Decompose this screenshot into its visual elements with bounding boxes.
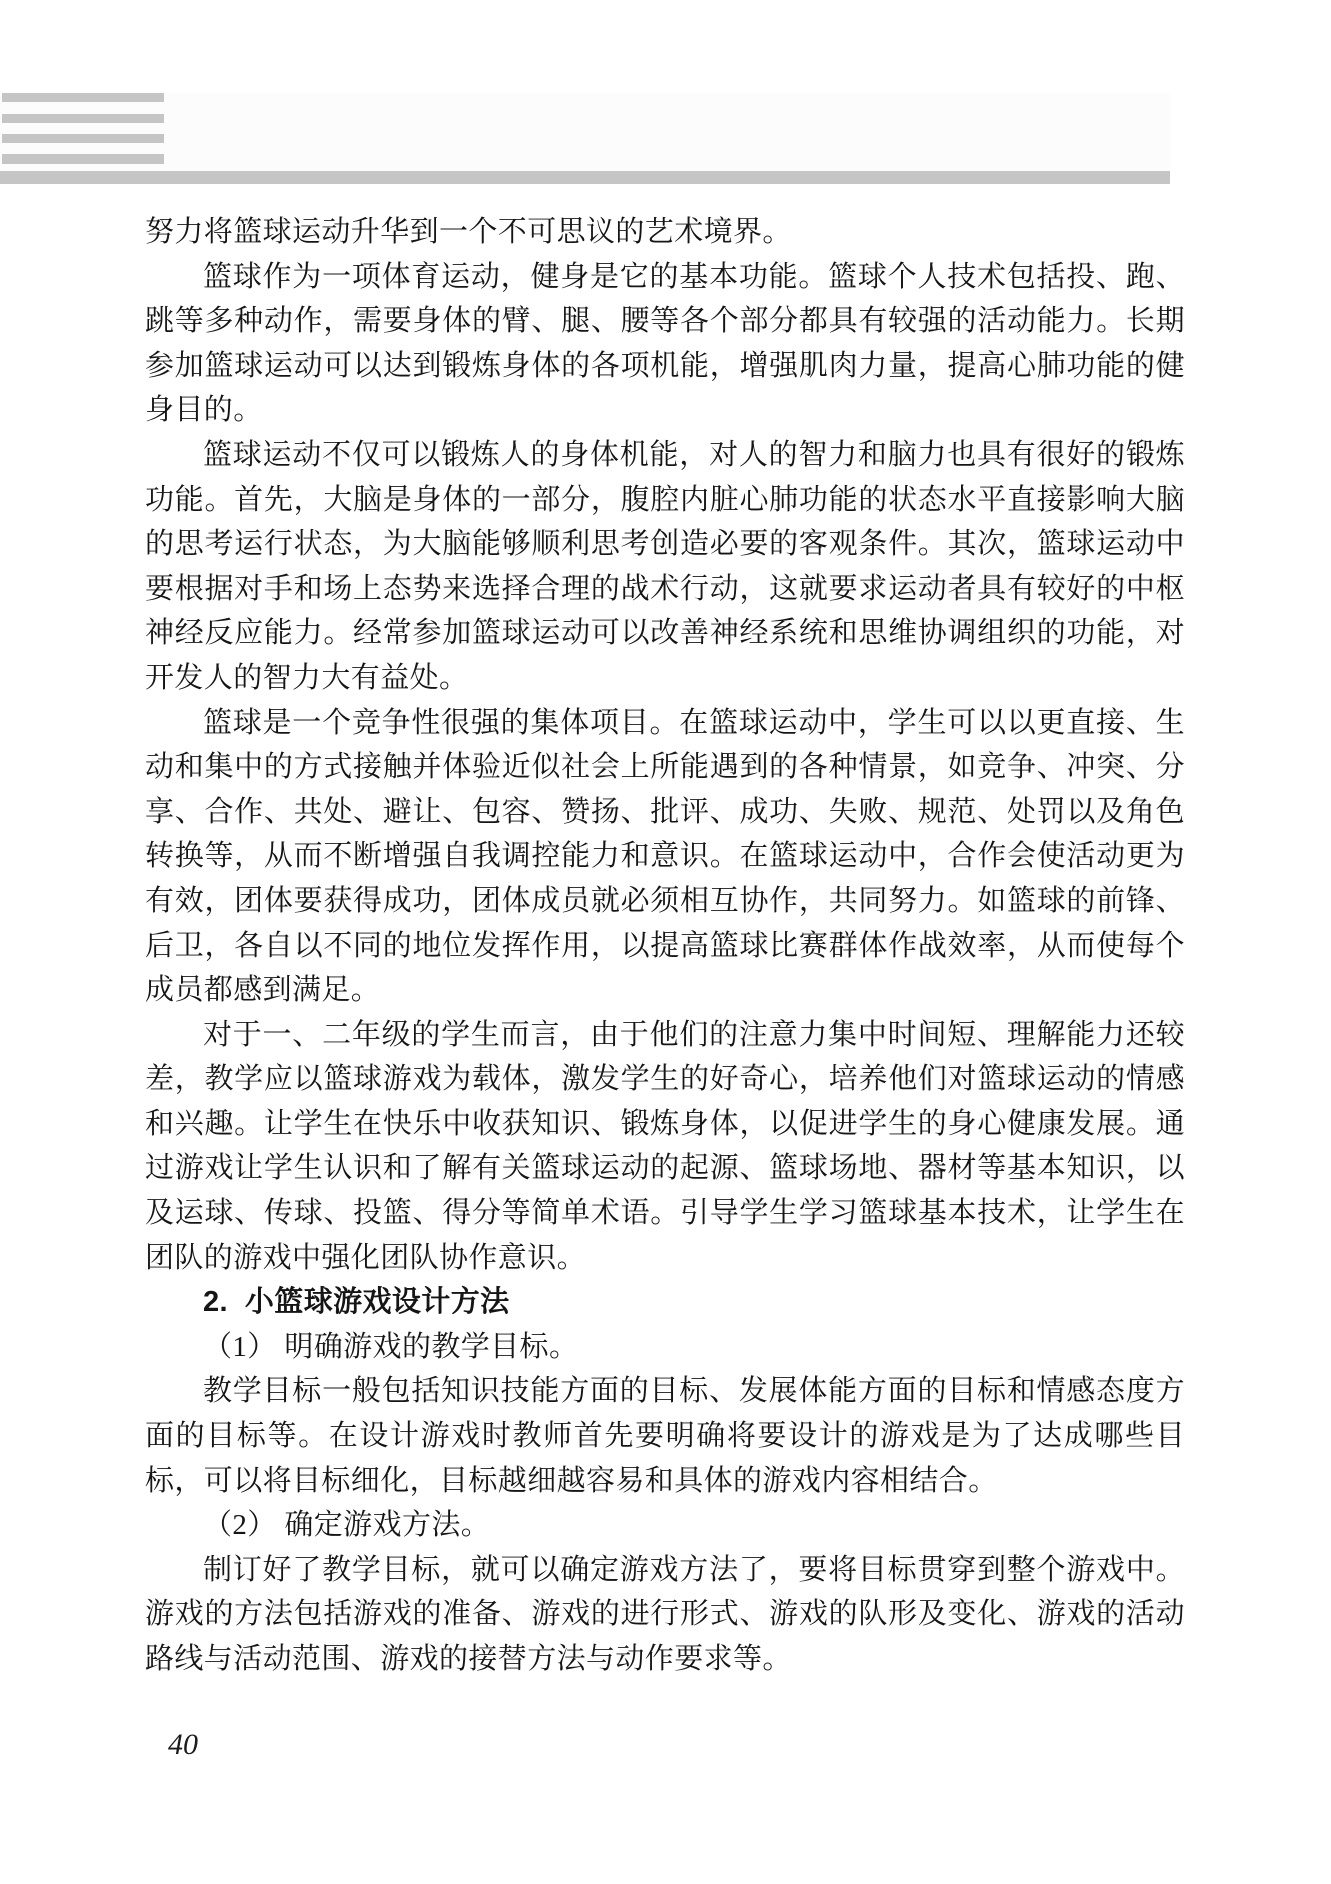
- text-line: 篮球作为一项体育运动，健身是它的基本功能。篮球个人技术包括投、跑、: [203, 260, 1185, 293]
- text-line: 要根据对手和场上态势来选择合理的战术行动，这就要求运动者具有较好的中枢: [145, 572, 1185, 605]
- text-line: 的思考运行状态，为大脑能够顺利思考创造必要的客观条件。其次，篮球运动中: [145, 528, 1185, 561]
- header-short-bar: [2, 154, 164, 164]
- text-line: 面的目标等。在设计游戏时教师首先要明确将要设计的游戏是为了达成哪些目: [145, 1420, 1185, 1453]
- header-rule-bar: [0, 171, 1170, 184]
- text-line: 参加篮球运动可以达到锻炼身体的各项机能，增强肌肉力量，提高心肺功能的健: [145, 349, 1185, 382]
- header-panel: [0, 94, 1170, 171]
- text-line: 过游戏让学生认识和了解有关篮球运动的起源、篮球场地、器材等基本知识，以: [145, 1152, 1185, 1185]
- body-text: [145, 210, 1185, 1682]
- text-line: 动和集中的方式接触并体验近似社会上所能遇到的各种情景，如竞争、冲突、分: [145, 751, 1185, 784]
- text-line: 游戏的方法包括游戏的准备、游戏的进行形式、游戏的队形及变化、游戏的活动: [145, 1598, 1185, 1631]
- text-line: 开发人的智力大有益处。: [145, 661, 469, 694]
- text-line: 制订好了教学目标，就可以确定游戏方法了，要将目标贯穿到整个游戏中。: [203, 1553, 1185, 1586]
- text-line: （2） 确定游戏方法。: [203, 1509, 491, 1542]
- text-line: 标，可以将目标细化，目标越细越容易和具体的游戏内容相结合。: [145, 1464, 998, 1497]
- text-line: 及运球、传球、投篮、得分等简单术语。引导学生学习篮球基本技术，让学生在: [145, 1197, 1185, 1230]
- text-line: 对于一、二年级的学生而言，由于他们的注意力集中时间短、理解能力还较: [203, 1018, 1185, 1051]
- header-short-bar: [2, 134, 164, 143]
- text-line: 努力将篮球运动升华到一个不可思议的艺术境界。: [145, 216, 792, 248]
- text-line: 转换等，从而不断增强自我调控能力和意识。在篮球运动中，合作会使活动更为: [145, 840, 1185, 873]
- text-line: 功能。首先，大脑是身体的一部分，腹腔内脏心肺功能的状态水平直接影响大脑: [145, 483, 1185, 516]
- text-line: 有效，团体要获得成功，团体成员就必须相互协作，共同努力。如篮球的前锋、: [145, 884, 1185, 917]
- text-line: 团队的游戏中强化团队协作意识。: [145, 1241, 587, 1274]
- text-line: 篮球是一个竞争性很强的集体项目。在篮球运动中，学生可以以更直接、生: [203, 706, 1185, 739]
- text-line: 路线与活动范围、游戏的接替方法与动作要求等。: [145, 1643, 792, 1675]
- header-short-bar: [2, 93, 164, 102]
- section-heading: 2. 小篮球游戏设计方法: [203, 1286, 510, 1319]
- text-line: 享、合作、共处、避让、包容、赞扬、批评、成功、失败、规范、处罚以及角色: [145, 795, 1185, 828]
- page-number: 40: [168, 1728, 198, 1761]
- text-line: 差，教学应以篮球游戏为载体，激发学生的好奇心，培养他们对篮球运动的情感: [145, 1063, 1185, 1096]
- text-line: 教学目标一般包括知识技能方面的目标、发展体能方面的目标和情感态度方: [203, 1375, 1185, 1408]
- text-line: 身目的。: [145, 394, 263, 427]
- text-line: 和兴趣。让学生在快乐中收获知识、锻炼身体，以促进学生的身心健康发展。通: [145, 1107, 1185, 1140]
- text-line: 成员都感到满足。: [145, 974, 381, 1007]
- text-line: （1） 明确游戏的教学目标。: [203, 1330, 579, 1363]
- text-line: 跳等多种动作，需要身体的臂、腿、腰等各个部分都具有较强的活动能力。长期: [145, 305, 1185, 338]
- text-line: 神经反应能力。经常参加篮球运动可以改善神经系统和思维协调组织的功能，对: [145, 617, 1185, 650]
- text-line: 篮球运动不仅可以锻炼人的身体机能，对人的智力和脑力也具有很好的锻炼: [203, 438, 1185, 471]
- header-short-bar: [2, 114, 164, 123]
- text-line: 后卫，各自以不同的地位发挥作用，以提高篮球比赛群体作战效率，从而使每个: [145, 929, 1185, 962]
